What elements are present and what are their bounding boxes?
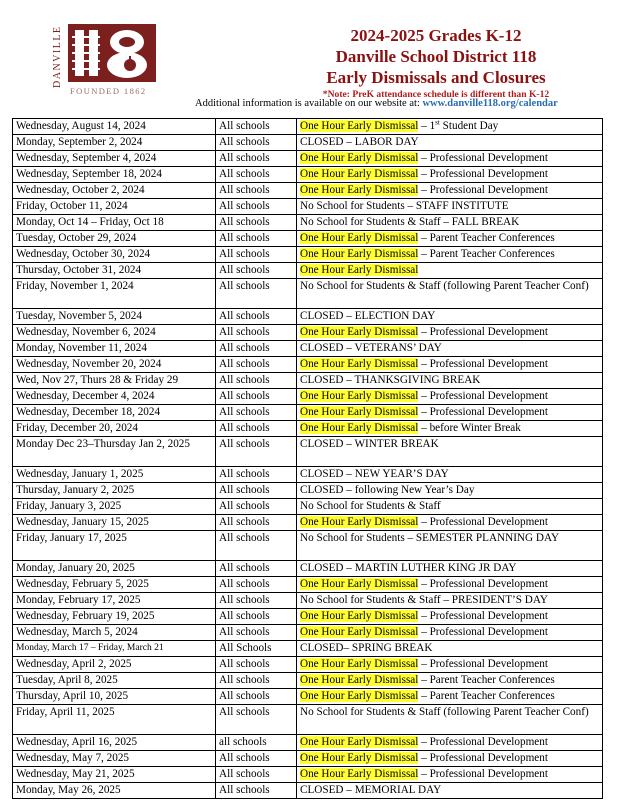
description-text: No School for Students – SEMESTER PLANNING DAY bbox=[300, 532, 560, 544]
date-cell: Wednesday, February 5, 2025 bbox=[13, 577, 216, 593]
table-row bbox=[13, 657, 603, 673]
early-dismissal-highlight: One Hour Early Dismissal bbox=[300, 232, 419, 244]
description-cell bbox=[297, 325, 603, 341]
description-cell bbox=[297, 515, 603, 531]
early-dismissal-highlight: One Hour Early Dismissal bbox=[300, 768, 419, 780]
description-text: – Professional Development bbox=[418, 152, 548, 164]
ordinal-suffix: st bbox=[435, 118, 440, 127]
table-row bbox=[13, 705, 603, 735]
date-cell: Wednesday, March 5, 2024 bbox=[13, 625, 216, 641]
schools-cell: All schools bbox=[216, 515, 297, 531]
description-cell bbox=[297, 151, 603, 167]
schools-cell: All schools bbox=[216, 467, 297, 483]
date-cell: Thursday, January 2, 2025 bbox=[13, 483, 216, 499]
description-cell bbox=[297, 263, 603, 279]
table-row bbox=[13, 531, 603, 561]
early-dismissal-highlight: One Hour Early Dismissal bbox=[300, 516, 419, 528]
table-row bbox=[13, 389, 603, 405]
table-row bbox=[13, 357, 603, 373]
description-cell bbox=[297, 341, 603, 357]
early-dismissal-highlight: One Hour Early Dismissal bbox=[300, 422, 419, 434]
description-text: – Parent Teacher Conferences bbox=[418, 674, 555, 686]
date-cell: Wed, Nov 27, Thurs 28 & Friday 29 bbox=[13, 373, 216, 389]
description-cell bbox=[297, 405, 603, 421]
logo-founded-text: FOUNDED 1862 bbox=[70, 86, 147, 96]
description-cell bbox=[297, 561, 603, 577]
date-cell: Wednesday, December 4, 2024 bbox=[13, 389, 216, 405]
description-cell bbox=[297, 641, 603, 657]
description-cell bbox=[297, 421, 603, 437]
table-row bbox=[13, 783, 603, 799]
table-row bbox=[13, 405, 603, 421]
date-cell: Wednesday, September 4, 2024 bbox=[13, 151, 216, 167]
description-text: – Professional Development bbox=[418, 390, 548, 402]
description-text: CLOSED– SPRING BREAK bbox=[300, 642, 433, 654]
description-cell bbox=[297, 467, 603, 483]
description-cell bbox=[297, 183, 603, 199]
schools-cell: All schools bbox=[216, 625, 297, 641]
early-dismissal-highlight: One Hour Early Dismissal bbox=[300, 120, 419, 132]
schools-cell: All schools bbox=[216, 135, 297, 151]
schedule-body bbox=[13, 119, 603, 799]
schools-cell: All schools bbox=[216, 183, 297, 199]
description-text: – Professional Development bbox=[418, 406, 548, 418]
table-row bbox=[13, 325, 603, 341]
description-text: No School for Students & Staff bbox=[300, 500, 441, 512]
table-row bbox=[13, 373, 603, 389]
date-cell: Tuesday, October 29, 2024 bbox=[13, 231, 216, 247]
early-dismissal-highlight: One Hour Early Dismissal bbox=[300, 248, 419, 260]
description-text: No School for Students & Staff (following Parent Teacher Conf) bbox=[300, 706, 589, 718]
description-cell bbox=[297, 499, 603, 515]
description-cell bbox=[297, 609, 603, 625]
early-dismissal-highlight: One Hour Early Dismissal bbox=[300, 736, 419, 748]
table-row bbox=[13, 609, 603, 625]
table-row bbox=[13, 437, 603, 467]
document-header bbox=[236, 25, 617, 101]
early-dismissal-highlight: One Hour Early Dismissal bbox=[300, 152, 419, 164]
table-row bbox=[13, 151, 603, 167]
schools-cell: All schools bbox=[216, 437, 297, 467]
date-cell: Friday, November 1, 2024 bbox=[13, 279, 216, 309]
table-row bbox=[13, 625, 603, 641]
date-cell: Tuesday, November 5, 2024 bbox=[13, 309, 216, 325]
description-text: CLOSED – ELECTION DAY bbox=[300, 310, 436, 322]
description-cell bbox=[297, 437, 603, 467]
description-cell bbox=[297, 577, 603, 593]
schools-cell: All schools bbox=[216, 673, 297, 689]
date-cell: Friday, April 11, 2025 bbox=[13, 705, 216, 735]
description-text: – Professional Development bbox=[418, 626, 548, 638]
schools-cell: All schools bbox=[216, 483, 297, 499]
date-cell: Monday, January 20, 2025 bbox=[13, 561, 216, 577]
early-dismissal-highlight: One Hour Early Dismissal bbox=[300, 626, 419, 638]
apple-icon bbox=[124, 59, 136, 71]
table-row bbox=[13, 515, 603, 531]
date-cell: Thursday, October 31, 2024 bbox=[13, 263, 216, 279]
table-row bbox=[13, 215, 603, 231]
table-row bbox=[13, 309, 603, 325]
table-row bbox=[13, 119, 603, 135]
date-cell: Wednesday, October 2, 2024 bbox=[13, 183, 216, 199]
date-cell: Wednesday, April 16, 2025 bbox=[13, 735, 216, 751]
table-row bbox=[13, 247, 603, 263]
early-dismissal-highlight: One Hour Early Dismissal bbox=[300, 578, 419, 590]
date-cell: Wednesday, September 18, 2024 bbox=[13, 167, 216, 183]
info-line bbox=[195, 98, 558, 109]
date-cell: Wednesday, January 15, 2025 bbox=[13, 515, 216, 531]
prek-note: *Note: PreK attendance schedule is different than K-12 bbox=[322, 89, 550, 100]
early-dismissal-highlight: One Hour Early Dismissal bbox=[300, 406, 419, 418]
description-text: CLOSED – VETERANS’ DAY bbox=[300, 342, 442, 354]
early-dismissal-highlight: One Hour Early Dismissal bbox=[300, 674, 419, 686]
schools-cell: All schools bbox=[216, 499, 297, 515]
table-row bbox=[13, 135, 603, 151]
early-dismissal-highlight: One Hour Early Dismissal bbox=[300, 610, 419, 622]
description-text: – Professional Development bbox=[418, 326, 548, 338]
description-text: – Professional Development bbox=[418, 658, 548, 670]
schools-cell: All schools bbox=[216, 373, 297, 389]
description-cell bbox=[297, 167, 603, 183]
table-row bbox=[13, 561, 603, 577]
early-dismissal-highlight: One Hour Early Dismissal bbox=[300, 168, 419, 180]
description-text: No School for Students & Staff – PRESIDENT’S DAY bbox=[300, 594, 548, 606]
date-cell: Friday, December 20, 2024 bbox=[13, 421, 216, 437]
date-cell: Thursday, April 10, 2025 bbox=[13, 689, 216, 705]
early-dismissal-highlight: One Hour Early Dismissal bbox=[300, 658, 419, 670]
description-cell bbox=[297, 119, 603, 135]
description-text: – Professional Development bbox=[418, 610, 548, 622]
calendar-link[interactable]: www.danville118.org/calendar bbox=[422, 98, 558, 109]
description-text: – Professional Development bbox=[418, 578, 548, 590]
table-row bbox=[13, 751, 603, 767]
schedule-table bbox=[12, 118, 603, 799]
description-text: – Professional Development bbox=[418, 516, 548, 528]
description-cell bbox=[297, 673, 603, 689]
description-text: No School for Students & Staff – FALL BREAK bbox=[300, 216, 520, 228]
table-row bbox=[13, 231, 603, 247]
description-cell bbox=[297, 783, 603, 799]
logo-vertical-text: DANVILLE bbox=[52, 25, 63, 89]
schools-cell: All schools bbox=[216, 657, 297, 673]
date-cell: Wednesday, August 14, 2024 bbox=[13, 119, 216, 135]
schools-cell: All schools bbox=[216, 357, 297, 373]
description-cell bbox=[297, 215, 603, 231]
table-row bbox=[13, 167, 603, 183]
description-text: – Professional Development bbox=[418, 358, 548, 370]
description-text: – Parent Teacher Conferences bbox=[418, 232, 555, 244]
table-row bbox=[13, 499, 603, 515]
description-text: Student Day bbox=[439, 120, 499, 132]
date-cell: Monday, Oct 14 – Friday, Oct 18 bbox=[13, 215, 216, 231]
description-cell bbox=[297, 751, 603, 767]
table-row bbox=[13, 767, 603, 783]
title-grades: 2024-2025 Grades K-12 bbox=[350, 26, 522, 45]
schools-cell: All schools bbox=[216, 689, 297, 705]
description-cell bbox=[297, 389, 603, 405]
schools-cell: All schools bbox=[216, 215, 297, 231]
schools-cell: All schools bbox=[216, 405, 297, 421]
table-row bbox=[13, 263, 603, 279]
table-row bbox=[13, 421, 603, 437]
early-dismissal-highlight: One Hour Early Dismissal bbox=[300, 690, 419, 702]
early-dismissal-highlight: One Hour Early Dismissal bbox=[300, 264, 419, 276]
schools-cell: All schools bbox=[216, 231, 297, 247]
date-cell: Monday, February 17, 2025 bbox=[13, 593, 216, 609]
table-row bbox=[13, 183, 603, 199]
schools-cell: All schools bbox=[216, 341, 297, 357]
schools-cell: All schools bbox=[216, 577, 297, 593]
description-text: CLOSED – following New Year’s Day bbox=[300, 484, 475, 496]
description-cell bbox=[297, 231, 603, 247]
table-row bbox=[13, 593, 603, 609]
date-cell: Wednesday, October 30, 2024 bbox=[13, 247, 216, 263]
description-cell bbox=[297, 483, 603, 499]
date-cell: Wednesday, November 20, 2024 bbox=[13, 357, 216, 373]
schools-cell: All schools bbox=[216, 167, 297, 183]
logo-118-mark bbox=[68, 24, 156, 82]
description-text: – Professional Development bbox=[418, 168, 548, 180]
early-dismissal-highlight: One Hour Early Dismissal bbox=[300, 752, 419, 764]
schools-cell: All schools bbox=[216, 119, 297, 135]
table-row bbox=[13, 641, 603, 657]
date-cell: Friday, January 17, 2025 bbox=[13, 531, 216, 561]
description-text: – Professional Development bbox=[418, 736, 548, 748]
schools-cell: All schools bbox=[216, 751, 297, 767]
date-cell: Monday, November 11, 2024 bbox=[13, 341, 216, 357]
schools-cell: All schools bbox=[216, 421, 297, 437]
schools-cell: All schools bbox=[216, 263, 297, 279]
schools-cell: All Schools bbox=[216, 641, 297, 657]
date-cell: Tuesday, April 8, 2025 bbox=[13, 673, 216, 689]
table-row bbox=[13, 467, 603, 483]
schools-cell: All schools bbox=[216, 593, 297, 609]
description-text: CLOSED – LABOR DAY bbox=[300, 136, 419, 148]
description-cell bbox=[297, 309, 603, 325]
title-district: Danville School District 118 bbox=[335, 47, 537, 66]
table-row bbox=[13, 577, 603, 593]
date-cell: Monday, September 2, 2024 bbox=[13, 135, 216, 151]
date-cell: Monday Dec 23–Thursday Jan 2, 2025 bbox=[13, 437, 216, 467]
description-text: – Professional Development bbox=[418, 752, 548, 764]
schools-cell: All schools bbox=[216, 531, 297, 561]
district-logo bbox=[52, 22, 160, 98]
table-row bbox=[13, 735, 603, 751]
date-cell: Wednesday, December 18, 2024 bbox=[13, 405, 216, 421]
schools-cell: All schools bbox=[216, 389, 297, 405]
description-cell bbox=[297, 689, 603, 705]
date-cell: Wednesday, April 2, 2025 bbox=[13, 657, 216, 673]
description-text: CLOSED – MEMORIAL DAY bbox=[300, 784, 442, 796]
description-text: – Parent Teacher Conferences bbox=[418, 690, 555, 702]
early-dismissal-highlight: One Hour Early Dismissal bbox=[300, 390, 419, 402]
schools-cell: all schools bbox=[216, 735, 297, 751]
schools-cell: All schools bbox=[216, 561, 297, 577]
schools-cell: All schools bbox=[216, 247, 297, 263]
description-cell bbox=[297, 767, 603, 783]
schools-cell: All schools bbox=[216, 199, 297, 215]
early-dismissal-highlight: One Hour Early Dismissal bbox=[300, 358, 419, 370]
date-cell: Friday, October 11, 2024 bbox=[13, 199, 216, 215]
description-cell bbox=[297, 593, 603, 609]
schools-cell: All schools bbox=[216, 279, 297, 309]
description-text: No School for Students – STAFF INSTITUTE bbox=[300, 200, 509, 212]
description-cell bbox=[297, 531, 603, 561]
table-row bbox=[13, 341, 603, 357]
schools-cell: All schools bbox=[216, 767, 297, 783]
description-cell bbox=[297, 625, 603, 641]
table-row bbox=[13, 279, 603, 309]
schools-cell: All schools bbox=[216, 151, 297, 167]
description-text: CLOSED – WINTER BREAK bbox=[300, 438, 439, 450]
date-cell: Wednesday, November 6, 2024 bbox=[13, 325, 216, 341]
schools-cell: All schools bbox=[216, 783, 297, 799]
description-text: – 1 bbox=[418, 120, 436, 132]
schools-cell: All schools bbox=[216, 705, 297, 735]
description-cell bbox=[297, 247, 603, 263]
description-cell bbox=[297, 357, 603, 373]
date-cell: Wednesday, May 7, 2025 bbox=[13, 751, 216, 767]
description-text: CLOSED – THANKSGIVING BREAK bbox=[300, 374, 481, 386]
schools-cell: All schools bbox=[216, 609, 297, 625]
description-text: – before Winter Break bbox=[418, 422, 521, 434]
table-row bbox=[13, 673, 603, 689]
info-text: Additional information is available on our website at: bbox=[195, 98, 423, 109]
description-cell bbox=[297, 373, 603, 389]
description-text: – Parent Teacher Conferences bbox=[418, 248, 555, 260]
description-text: No School for Students & Staff (following Parent Teacher Conf) bbox=[300, 280, 589, 292]
date-cell: Monday, March 17 – Friday, March 21 bbox=[13, 641, 216, 657]
description-cell bbox=[297, 705, 603, 735]
date-cell: Wednesday, February 19, 2025 bbox=[13, 609, 216, 625]
schools-cell: All schools bbox=[216, 325, 297, 341]
early-dismissal-highlight: One Hour Early Dismissal bbox=[300, 184, 419, 196]
date-cell: Monday, May 26, 2025 bbox=[13, 783, 216, 799]
description-text: CLOSED – MARTIN LUTHER KING JR DAY bbox=[300, 562, 517, 574]
description-cell bbox=[297, 135, 603, 151]
description-text: – Professional Development bbox=[418, 768, 548, 780]
schools-cell: All schools bbox=[216, 309, 297, 325]
table-row bbox=[13, 689, 603, 705]
table-row bbox=[13, 199, 603, 215]
date-cell: Wednesday, January 1, 2025 bbox=[13, 467, 216, 483]
description-cell bbox=[297, 657, 603, 673]
description-cell bbox=[297, 199, 603, 215]
description-text: – Professional Development bbox=[418, 184, 548, 196]
description-cell bbox=[297, 735, 603, 751]
description-cell bbox=[297, 279, 603, 309]
date-cell: Friday, January 3, 2025 bbox=[13, 499, 216, 515]
title-dismissals: Early Dismissals and Closures bbox=[326, 68, 546, 87]
table-row bbox=[13, 483, 603, 499]
date-cell: Wednesday, May 21, 2025 bbox=[13, 767, 216, 783]
early-dismissal-highlight: One Hour Early Dismissal bbox=[300, 326, 419, 338]
description-text: CLOSED – NEW YEAR’S DAY bbox=[300, 468, 449, 480]
